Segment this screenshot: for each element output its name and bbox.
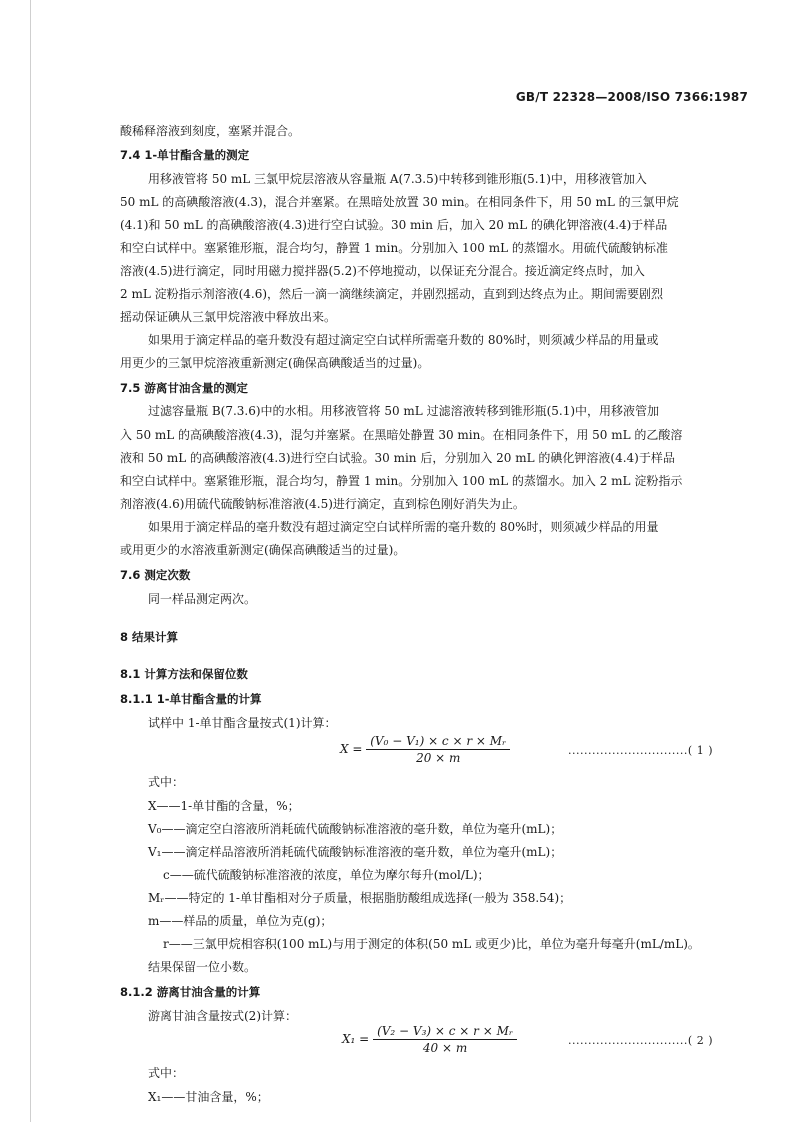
numerator: (V₂ − V₃) × c × r × Mᵣ xyxy=(373,1024,517,1040)
variable-definition: X——1-单甘酯的含量，%； xyxy=(148,799,300,813)
variable-definition: Mᵣ——特定的 1-单甘酯相对分子质量，根据脂肪酸组成选择(一般为 358.54)； xyxy=(148,891,572,905)
text-line: 2 mL 淀粉指示剂溶液(4.6)，然后一滴一滴继续滴定，并剧烈摇动，直到到达终点为止。期间需要剧烈 xyxy=(120,287,664,301)
text-line: 如果用于滴定样品的毫升数没有超过滴定空白试样所需毫升数的 80%时，则须减少样品的用量或 xyxy=(148,333,659,347)
text-line: 溶液(4.5)进行滴定，同时用磁力搅拌器(5.2)不停地搅动，以保证充分混合。接近滴定终点时，加入 xyxy=(120,264,645,278)
numerator: (V₀ − V₁) × c × r × Mᵣ xyxy=(366,734,510,750)
section-heading: 8.1.1 1-单甘酯含量的计算 xyxy=(120,692,262,706)
text-line: 如果用于滴定样品的毫升数没有超过滴定空白试样所需的毫升数的 80%时，则须减少样品的用量 xyxy=(148,520,659,534)
variable-definition: m——样品的质量，单位为克(g)； xyxy=(148,914,333,928)
variable-definition: V₀——滴定空白溶液所消耗硫代硫酸钠标准溶液的毫升数，单位为毫升(mL)； xyxy=(148,822,563,836)
fraction xyxy=(373,1024,517,1055)
standard-header: GB/T 22328—2008/ISO 7366:1987 xyxy=(515,90,748,104)
text-line: 液和 50 mL 的高碘酸溶液(4.3)进行空白试验。30 min 后，分别加入 20 mL 的碘化钾溶液(4.4)于样品 xyxy=(120,451,675,465)
text-line: 试样中 1-单甘酯含量按式(1)计算： xyxy=(148,716,337,730)
text-line: 或用更少的水溶液重新测定(确保高碘酸适当的过量)。 xyxy=(120,543,406,557)
variable-definition: X₁——甘油含量，%； xyxy=(148,1090,269,1104)
scan-edge xyxy=(30,0,31,1122)
fraction xyxy=(366,734,510,765)
text-line: 和空白试样中。塞紧锥形瓶，混合均匀，静置 1 min。分别加入 100 mL 的蒸馏水。加入 2 mL 淀粉指示 xyxy=(120,474,683,488)
denominator: 20 × m xyxy=(416,751,461,765)
denominator: 40 × m xyxy=(422,1041,468,1055)
text-line: 和空白试样中。塞紧锥形瓶，混合均匀，静置 1 min。分别加入 100 mL 的蒸馏水。用硫代硫酸钠标准 xyxy=(120,241,668,255)
text-line: 用更少的三氯甲烷溶液重新测定(确保高碘酸适当的过量)。 xyxy=(120,356,430,370)
text-line: 入 50 mL 的高碘酸溶液(4.3)，混匀并塞紧。在黑暗处静置 30 min。在相同条件下，用 50 mL 的乙酸溶 xyxy=(120,428,683,442)
formula-lhs: X = xyxy=(340,742,363,756)
section-heading: 8.1 计算方法和保留位数 xyxy=(120,667,248,681)
section-heading: 7.5 游离甘油含量的测定 xyxy=(120,381,248,395)
text-line: 用移液管将 50 mL 三氯甲烷层溶液从容量瓶 A(7.3.5)中转移到锥形瓶(5.1)中，用移液管加入 xyxy=(148,172,647,186)
formula-1 xyxy=(340,734,510,765)
text-line: 结果保留一位小数。 xyxy=(148,960,257,974)
text-line: 过滤容量瓶 B(7.3.6)中的水相。用移液管将 50 mL 过滤溶液转移到锥形瓶(5.1)中，用移液管加 xyxy=(148,404,660,418)
text-line: 酸稀释溶液到刻度，塞紧并混合。 xyxy=(120,124,301,138)
variable-definition: V₁——滴定样品溶液所消耗硫代硫酸钠标准溶液的毫升数，单位为毫升(mL)； xyxy=(148,845,563,859)
equation-number: ( 2 ) xyxy=(687,1034,713,1047)
text-line: 式中： xyxy=(148,775,185,789)
formula-2 xyxy=(342,1024,517,1055)
variable-definition: c——硫代硫酸钠标准溶液的浓度，单位为摩尔每升(mol/L)； xyxy=(163,868,490,882)
formula-lhs: X₁ = xyxy=(342,1032,370,1046)
text-line: 同一样品测定两次。 xyxy=(148,592,257,606)
text-line: 摇动保证碘从三氯甲烷溶液中释放出来。 xyxy=(120,310,337,324)
equation-number: ( 1 ) xyxy=(687,744,713,757)
chapter-heading: 8 结果计算 xyxy=(120,630,179,644)
section-heading: 7.6 测定次数 xyxy=(120,568,191,582)
formula-leader-dots: ..............................( 1 ) xyxy=(568,744,713,757)
text-line: 式中： xyxy=(148,1066,185,1080)
variable-definition: r——三氯甲烷相容积(100 mL)与用于测定的体积(50 mL 或更少)比，单位为毫升每毫升(mL/mL)。 xyxy=(163,937,700,951)
text-line: 50 mL 的高碘酸溶液(4.3)，混合并塞紧。在黑暗处放置 30 min。在相同条件下，用 50 mL 的三氯甲烷 xyxy=(120,195,679,209)
section-heading: 7.4 1-单甘酯含量的测定 xyxy=(120,148,250,162)
formula-leader-dots: ..............................( 2 ) xyxy=(568,1034,713,1047)
text-line: (4.1)和 50 mL 的高碘酸溶液(4.3)进行空白试验。30 min 后，加入 20 mL 的碘化钾溶液(4.4)于样品 xyxy=(120,218,668,232)
text-line: 剂溶液(4.6)用硫代硫酸钠标准溶液(4.5)进行滴定，直到棕色刚好消失为止。 xyxy=(120,497,525,511)
section-heading: 8.1.2 游离甘油含量的计算 xyxy=(120,985,261,999)
text-line: 游离甘油含量按式(2)计算： xyxy=(148,1009,297,1023)
